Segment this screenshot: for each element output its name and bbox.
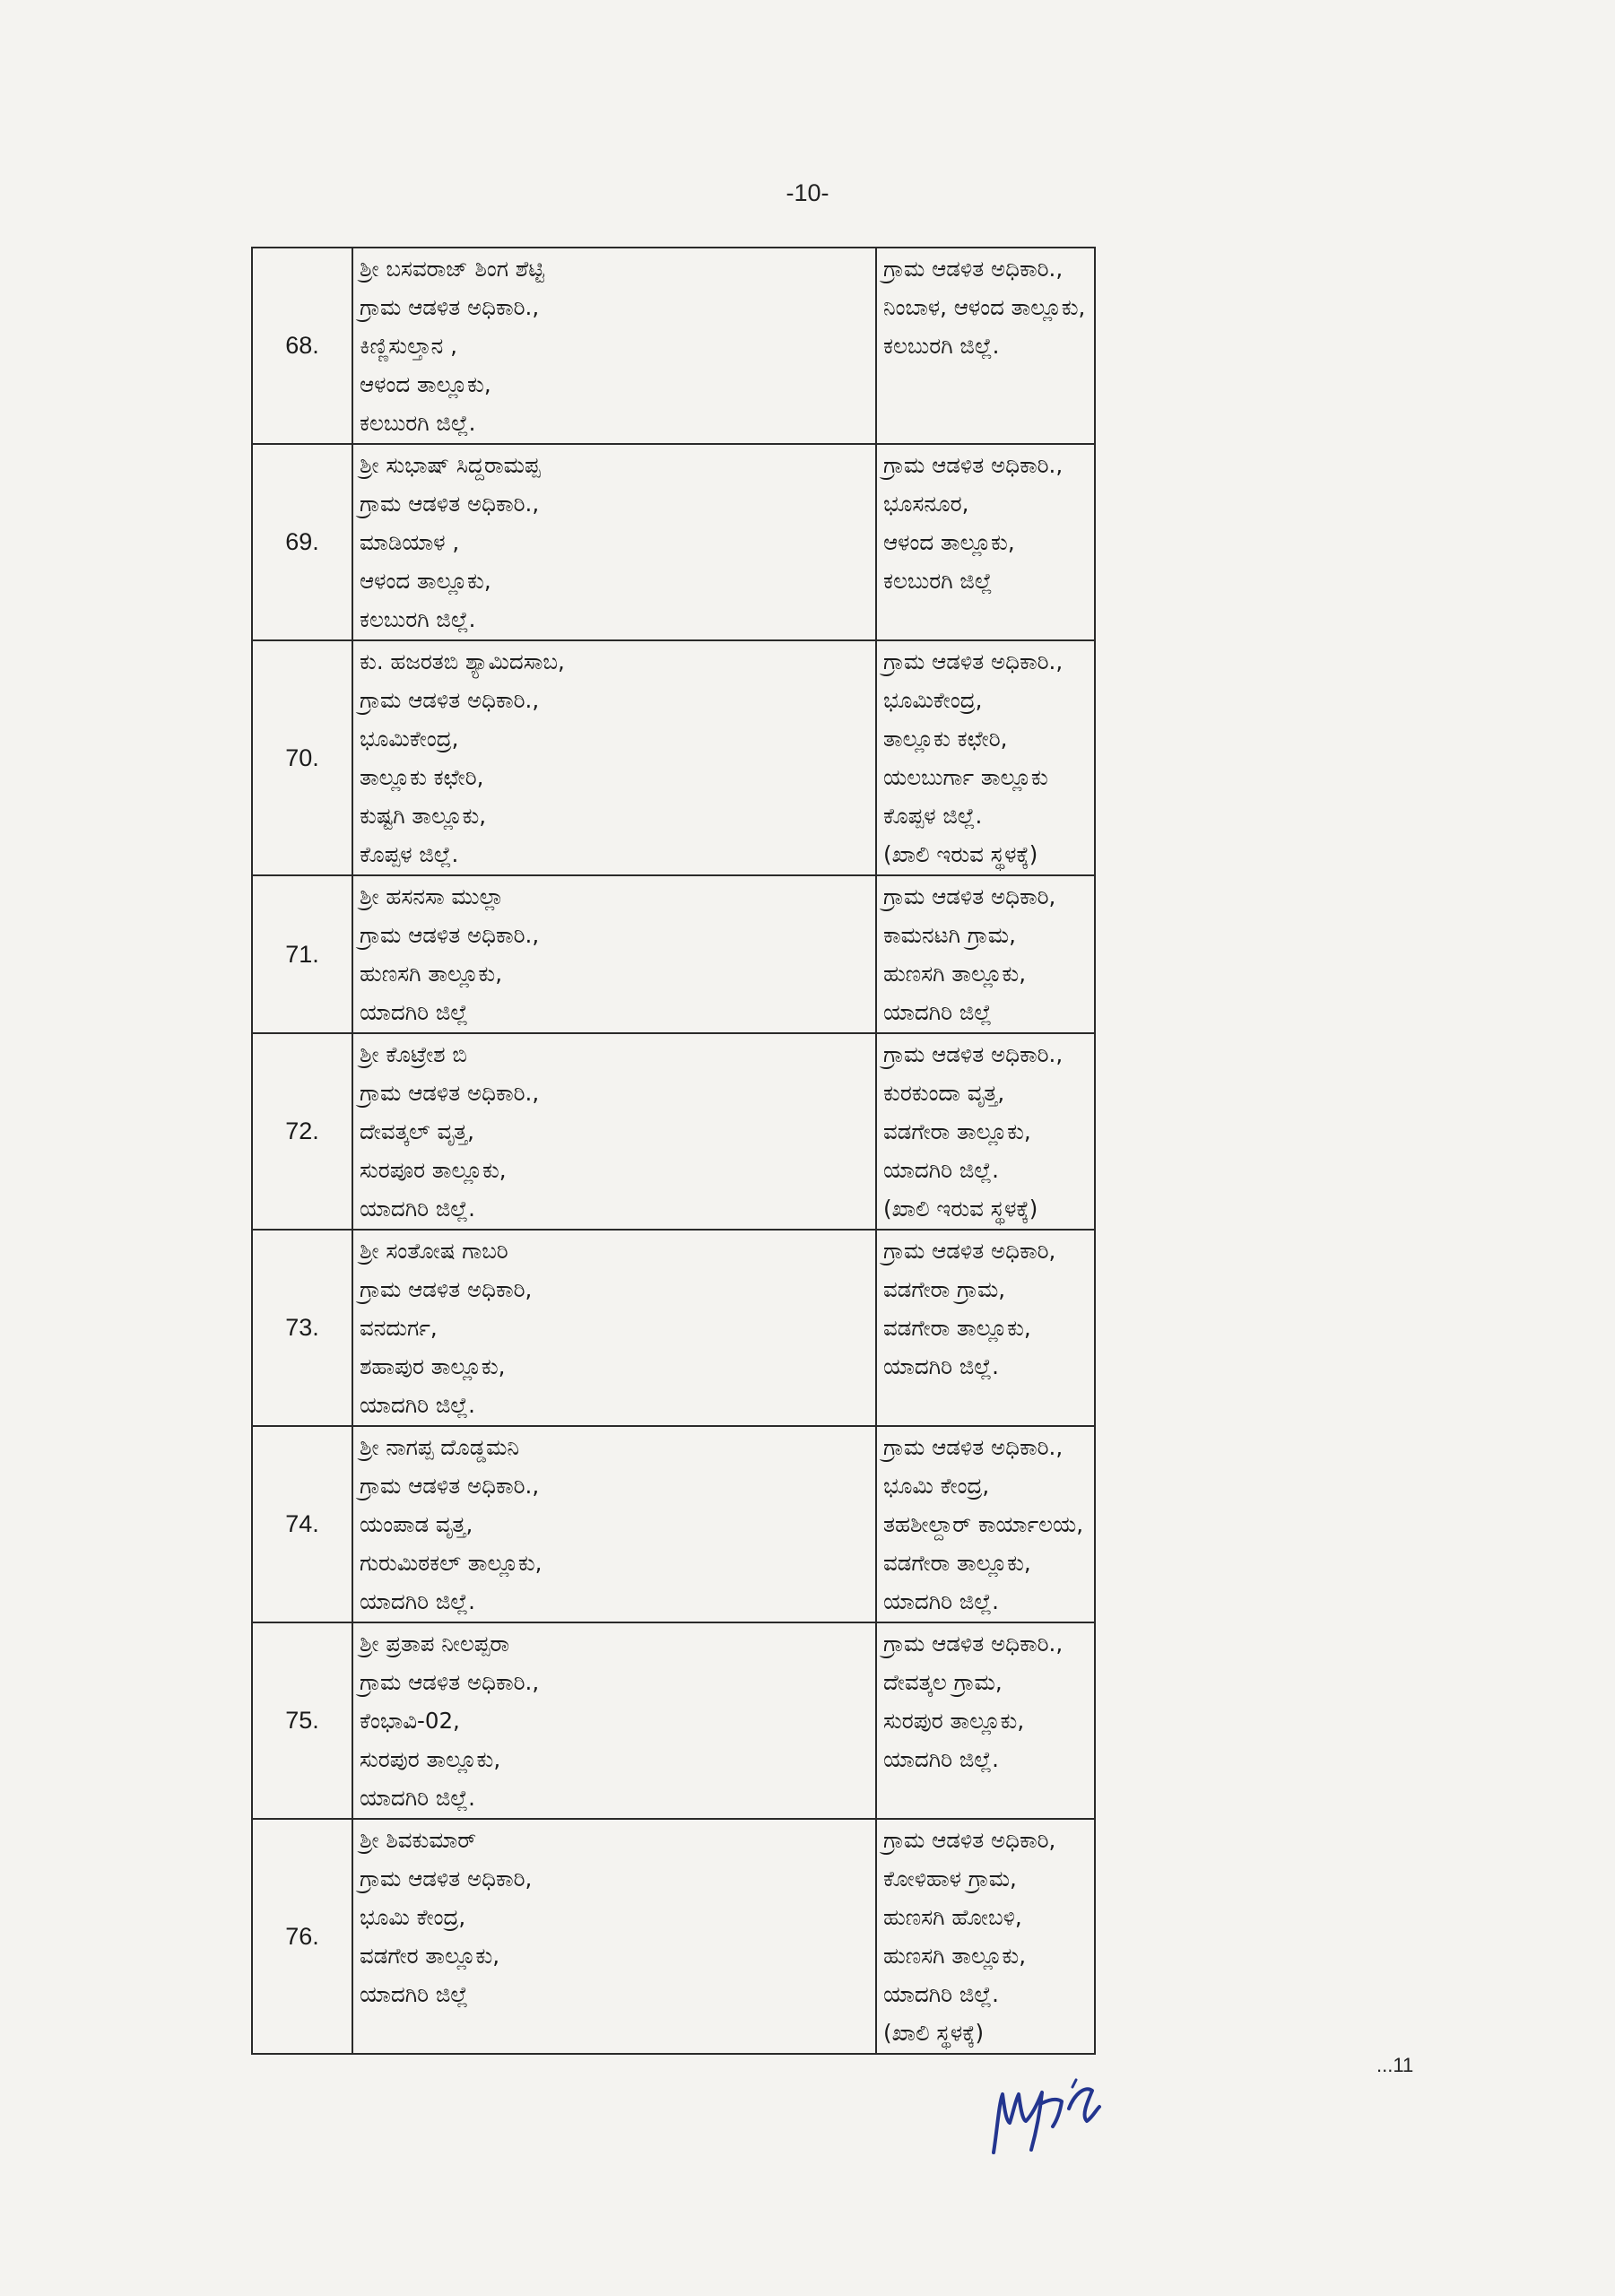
transfer-posting-line: ನಿಂಬಾಳ, ಆಳಂದ ತಾಲ್ಲೂಕು, bbox=[883, 294, 1086, 320]
current-posting-line: ಕಲಬುರಗಿ ಜಿಲ್ಲೆ. bbox=[360, 410, 476, 436]
current-posting-line: ಗ್ರಾಮ ಆಡಳಿತ ಅಧಿಕಾರಿ., bbox=[360, 491, 540, 517]
current-posting-line: ಶ್ರೀ ನಾಗಪ್ಪ ದೊಡ್ಡಮನಿ bbox=[360, 1434, 519, 1460]
transfer-posting-line: (ಖಾಲಿ ಇರುವ ಸ್ಥಳಕ್ಕೆ) bbox=[883, 1196, 1038, 1222]
transfer-posting-line: ಯಲಬುರ್ಗಾ ತಾಲ್ಲೂಕು bbox=[883, 764, 1048, 790]
serial-number-cell: 72. bbox=[252, 1033, 352, 1230]
current-posting-line: ಕಲಬುರಗಿ ಜಿಲ್ಲೆ. bbox=[360, 606, 476, 632]
transfer-posting-line: ಯಾದಗಿರಿ ಜಿಲ್ಲೆ. bbox=[883, 1746, 999, 1772]
current-posting-line: ತಾಲ್ಲೂಕು ಕಛೇರಿ, bbox=[360, 764, 484, 790]
current-posting-line: ಯಾದಗಿರಿ ಜಿಲ್ಲೆ bbox=[360, 1981, 469, 2007]
transfer-posting-line: ಗ್ರಾಮ ಆಡಳಿತ ಅಧಿಕಾರಿ., bbox=[883, 1041, 1064, 1067]
current-posting-line: ಯಾದಗಿರಿ ಜಿಲ್ಲೆ. bbox=[360, 1785, 475, 1811]
transfer-posting-line: (ಖಾಲಿ ಇರುವ ಸ್ಥಳಕ್ಕೆ) bbox=[883, 841, 1038, 867]
transfer-posting-line: ಯಾದಗಿರಿ ಜಿಲ್ಲೆ. bbox=[883, 1353, 999, 1379]
transfer-posting-cell bbox=[876, 248, 1095, 444]
serial-number-cell: 71. bbox=[252, 875, 352, 1033]
transfer-posting-line: ಯಾದಗಿರಿ ಜಿಲ್ಲೆ. bbox=[883, 1157, 999, 1183]
transfer-posting-line: ಹುಣಸಗಿ ಹೋಬಳಿ, bbox=[883, 1904, 1022, 1930]
transfer-posting-line: ಗ್ರಾಮ ಆಡಳಿತ ಅಧಿಕಾರಿ., bbox=[883, 1631, 1064, 1657]
current-posting-cell bbox=[352, 1230, 876, 1426]
transfer-posting-line: ಕಲಬುರಗಿ ಜಿಲ್ಲೆ. bbox=[883, 333, 1000, 359]
current-posting-line: ಕಿಣ್ಣಿಸುಲ್ತಾನ , bbox=[360, 333, 457, 359]
serial-number-cell: 68. bbox=[252, 248, 352, 444]
transfer-posting-line: ಯಾದಗಿರಿ ಜಿಲ್ಲೆ bbox=[883, 999, 993, 1025]
current-posting-cell bbox=[352, 444, 876, 640]
transfer-posting-line: (ಖಾಲಿ ಸ್ಥಳಕ್ಕೆ) bbox=[883, 2020, 985, 2046]
current-posting-line: ಗ್ರಾಮ ಆಡಳಿತ ಅಧಿಕಾರಿ., bbox=[360, 687, 540, 713]
current-posting-line: ಶ್ರೀ ಬಸವರಾಜ್ ಶಿಂಗ ಶೆಟ್ಟಿ bbox=[360, 256, 544, 282]
current-posting-line: ಗ್ರಾಮ ಆಡಳಿತ ಅಧಿಕಾರಿ, bbox=[360, 1866, 533, 1892]
transfer-posting-cell bbox=[876, 1819, 1095, 2054]
table-row bbox=[252, 1622, 1095, 1819]
table-body bbox=[252, 248, 1095, 2054]
transfer-posting-line: ದೇವತ್ಕಲ ಗ್ರಾಮ, bbox=[883, 1669, 1003, 1695]
current-posting-cell bbox=[352, 1426, 876, 1622]
current-posting-line: ಕು. ಹಜರತಬಿ ಶ್ಯಾಮಿದಸಾಬ, bbox=[360, 648, 565, 674]
serial-number-cell: 73. bbox=[252, 1230, 352, 1426]
transfer-posting-cell bbox=[876, 875, 1095, 1033]
transfer-posting-line: ಗ್ರಾಮ ಆಡಳಿತ ಅಧಿಕಾರಿ., bbox=[883, 452, 1064, 478]
current-posting-line: ವನದುರ್ಗ, bbox=[360, 1315, 438, 1341]
transfer-posting-line: ಗ್ರಾಮ ಆಡಳಿತ ಅಧಿಕಾರಿ, bbox=[883, 1238, 1056, 1264]
transfer-posting-line: ಗ್ರಾಮ ಆಡಳಿತ ಅಧಿಕಾರಿ, bbox=[883, 883, 1056, 909]
transfer-posting-line: ಭೂಮಿಕೇಂದ್ರ, bbox=[883, 687, 983, 713]
transfer-posting-cell bbox=[876, 1033, 1095, 1230]
current-posting-line: ಶಹಾಪುರ ತಾಲ್ಲೂಕು, bbox=[360, 1353, 506, 1379]
transfer-posting-line: ತಹಶೀಲ್ದಾರ್ ಕಾರ್ಯಾಲಯ, bbox=[883, 1511, 1084, 1537]
transfer-posting-line: ಭೂಸನೂರ, bbox=[883, 491, 969, 517]
current-posting-line: ಸುರಪೂರ ತಾಲ್ಲೂಕು, bbox=[360, 1157, 507, 1183]
signature-image bbox=[986, 2067, 1148, 2170]
transfer-table bbox=[251, 247, 1096, 2055]
page-number: -10- bbox=[786, 179, 829, 206]
current-posting-line: ಶ್ರೀ ಸುಭಾಷ್ ಸಿದ್ದರಾಮಪ್ಪ bbox=[360, 452, 541, 478]
current-posting-line: ಭೂಮಿ ಕೇಂದ್ರ, bbox=[360, 1904, 466, 1930]
table-row bbox=[252, 248, 1095, 444]
transfer-posting-cell bbox=[876, 1426, 1095, 1622]
transfer-posting-line: ಸುರಪುರ ತಾಲ್ಲೂಕು, bbox=[883, 1708, 1025, 1734]
transfer-posting-line: ವಡಗೇರಾ ತಾಲ್ಲೂಕು, bbox=[883, 1550, 1031, 1576]
current-posting-line: ಗುರುಮಿಠಕಲ್ ತಾಲ್ಲೂಕು, bbox=[360, 1550, 543, 1576]
current-posting-cell bbox=[352, 640, 876, 875]
table-row bbox=[252, 1230, 1095, 1426]
transfer-posting-line: ಆಳಂದ ತಾಲ್ಲೂಕು, bbox=[883, 529, 1015, 555]
current-posting-line: ಭೂಮಿಕೇಂದ್ರ, bbox=[360, 726, 459, 752]
current-posting-line: ಯಾದಗಿರಿ ಜಿಲ್ಲೆ. bbox=[360, 1196, 475, 1222]
transfer-posting-line: ಗ್ರಾಮ ಆಡಳಿತ ಅಧಿಕಾರಿ., bbox=[883, 1434, 1064, 1460]
transfer-posting-line: ಹುಣಸಗಿ ತಾಲ್ಲೂಕು, bbox=[883, 961, 1026, 987]
serial-number-cell: 75. bbox=[252, 1622, 352, 1819]
current-posting-line: ಗ್ರಾಮ ಆಡಳಿತ ಅಧಿಕಾರಿ., bbox=[360, 1080, 540, 1106]
transfer-posting-line: ಗ್ರಾಮ ಆಡಳಿತ ಅಧಿಕಾರಿ., bbox=[883, 648, 1064, 674]
table-row bbox=[252, 640, 1095, 875]
current-posting-line: ಗ್ರಾಮ ಆಡಳಿತ ಅಧಿಕಾರಿ., bbox=[360, 294, 540, 320]
current-posting-line: ಆಳಂದ ತಾಲ್ಲೂಕು, bbox=[360, 568, 491, 594]
transfer-posting-line: ವಡಗೇರಾ ತಾಲ್ಲೂಕು, bbox=[883, 1315, 1031, 1341]
transfer-posting-line: ಕಲಬುರಗಿ ಜಿಲ್ಲೆ bbox=[883, 568, 993, 594]
transfer-posting-line: ಗ್ರಾಮ ಆಡಳಿತ ಅಧಿಕಾರಿ, bbox=[883, 1827, 1056, 1853]
current-posting-cell bbox=[352, 1622, 876, 1819]
current-posting-line: ಹುಣಸಗಿ ತಾಲ್ಲೂಕು, bbox=[360, 961, 502, 987]
current-posting-line: ಆಳಂದ ತಾಲ್ಲೂಕು, bbox=[360, 371, 491, 397]
continued-page-marker: ...11 bbox=[1376, 2054, 1414, 2076]
table-row bbox=[252, 1033, 1095, 1230]
current-posting-line: ಯಾದಗಿರಿ ಜಿಲ್ಲೆ. bbox=[360, 1588, 475, 1614]
transfer-posting-line: ವಡಗೇರಾ ತಾಲ್ಲೂಕು, bbox=[883, 1118, 1031, 1144]
current-posting-line: ದೇವತ್ಕಲ್ ವೃತ್ತ, bbox=[360, 1118, 474, 1144]
transfer-posting-cell bbox=[876, 640, 1095, 875]
current-posting-line: ಯಾದಗಿರಿ ಜಿಲ್ಲೆ. bbox=[360, 1392, 475, 1418]
current-posting-line: ಗ್ರಾಮ ಆಡಳಿತ ಅಧಿಕಾರಿ., bbox=[360, 1669, 540, 1695]
current-posting-cell bbox=[352, 1033, 876, 1230]
transfer-posting-line: ಹುಣಸಗಿ ತಾಲ್ಲೂಕು, bbox=[883, 1943, 1026, 1969]
transfer-posting-cell bbox=[876, 1622, 1095, 1819]
current-posting-line: ಗ್ರಾಮ ಆಡಳಿತ ಅಧಿಕಾರಿ., bbox=[360, 1473, 540, 1499]
current-posting-cell bbox=[352, 248, 876, 444]
transfer-posting-line: ಕುರಕುಂದಾ ವೃತ್ತ, bbox=[883, 1080, 1005, 1106]
transfer-posting-line: ಗ್ರಾಮ ಆಡಳಿತ ಅಧಿಕಾರಿ., bbox=[883, 256, 1064, 282]
current-posting-line: ಶ್ರೀ ಶಿವಕುಮಾರ್ bbox=[360, 1827, 477, 1853]
current-posting-line: ಶ್ರೀ ಕೊಟ್ರೇಶ ಬಿ bbox=[360, 1041, 467, 1067]
signature-icon bbox=[986, 2067, 1148, 2166]
current-posting-line: ಶ್ರೀ ಹಸನಸಾ ಮುಲ್ಲಾ bbox=[360, 883, 504, 909]
serial-number-cell: 76. bbox=[252, 1819, 352, 2054]
transfer-posting-cell bbox=[876, 1230, 1095, 1426]
transfer-posting-line: ಕೊಪ್ಪಳ ಜಿಲ್ಲೆ. bbox=[883, 803, 983, 829]
current-posting-line: ಸುರಪುರ ತಾಲ್ಲೂಕು, bbox=[360, 1746, 501, 1772]
transfer-posting-line: ಕಾಮನಟಗಿ ಗ್ರಾಮ, bbox=[883, 922, 1016, 948]
transfer-posting-line: ವಡಗೇರಾ ಗ್ರಾಮ, bbox=[883, 1276, 1006, 1302]
current-posting-cell bbox=[352, 1819, 876, 2054]
table-row bbox=[252, 1819, 1095, 2054]
current-posting-line: ಕೊಪ್ಪಳ ಜಿಲ್ಲೆ. bbox=[360, 841, 459, 867]
serial-number-cell: 70. bbox=[252, 640, 352, 875]
current-posting-line: ಮಾಡಿಯಾಳ , bbox=[360, 529, 460, 555]
current-posting-cell bbox=[352, 875, 876, 1033]
current-posting-line: ವಡಗೇರ ತಾಲ್ಲೂಕು, bbox=[360, 1943, 500, 1969]
current-posting-line: ಗ್ರಾಮ ಆಡಳಿತ ಅಧಿಕಾರಿ., bbox=[360, 922, 540, 948]
table-row bbox=[252, 1426, 1095, 1622]
transfer-posting-line: ಯಾದಗಿರಿ ಜಿಲ್ಲೆ. bbox=[883, 1981, 999, 2007]
current-posting-line: ಯಾದಗಿರಿ ಜಿಲ್ಲೆ bbox=[360, 999, 469, 1025]
current-posting-line: ಯಂಪಾಡ ವೃತ್ತ, bbox=[360, 1511, 473, 1537]
current-posting-line: ಶ್ರೀ ಪ್ರತಾಪ ನೀಲಪ್ಪರಾ bbox=[360, 1631, 510, 1657]
transfer-posting-line: ಕೋಳಿಹಾಳ ಗ್ರಾಮ, bbox=[883, 1866, 1017, 1892]
table-row bbox=[252, 875, 1095, 1033]
current-posting-line: ಕುಷ್ಟಗಿ ತಾಲ್ಲೂಕು, bbox=[360, 803, 487, 829]
current-posting-line: ಗ್ರಾಮ ಆಡಳಿತ ಅಧಿಕಾರಿ, bbox=[360, 1276, 533, 1302]
current-posting-line: ಶ್ರೀ ಸಂತೋಷ ಗಾಬರಿ bbox=[360, 1238, 508, 1264]
transfer-posting-line: ತಾಲ್ಲೂಕು ಕಛೇರಿ, bbox=[883, 726, 1008, 752]
transfer-posting-line: ಯಾದಗಿರಿ ಜಿಲ್ಲೆ. bbox=[883, 1588, 999, 1614]
transfer-posting-line: ಭೂಮಿ ಕೇಂದ್ರ, bbox=[883, 1473, 990, 1499]
transfer-posting-cell bbox=[876, 444, 1095, 640]
serial-number-cell: 74. bbox=[252, 1426, 352, 1622]
current-posting-line: ಕೆಂಭಾವಿ-02, bbox=[360, 1708, 460, 1734]
table-row bbox=[252, 444, 1095, 640]
serial-number-cell: 69. bbox=[252, 444, 352, 640]
